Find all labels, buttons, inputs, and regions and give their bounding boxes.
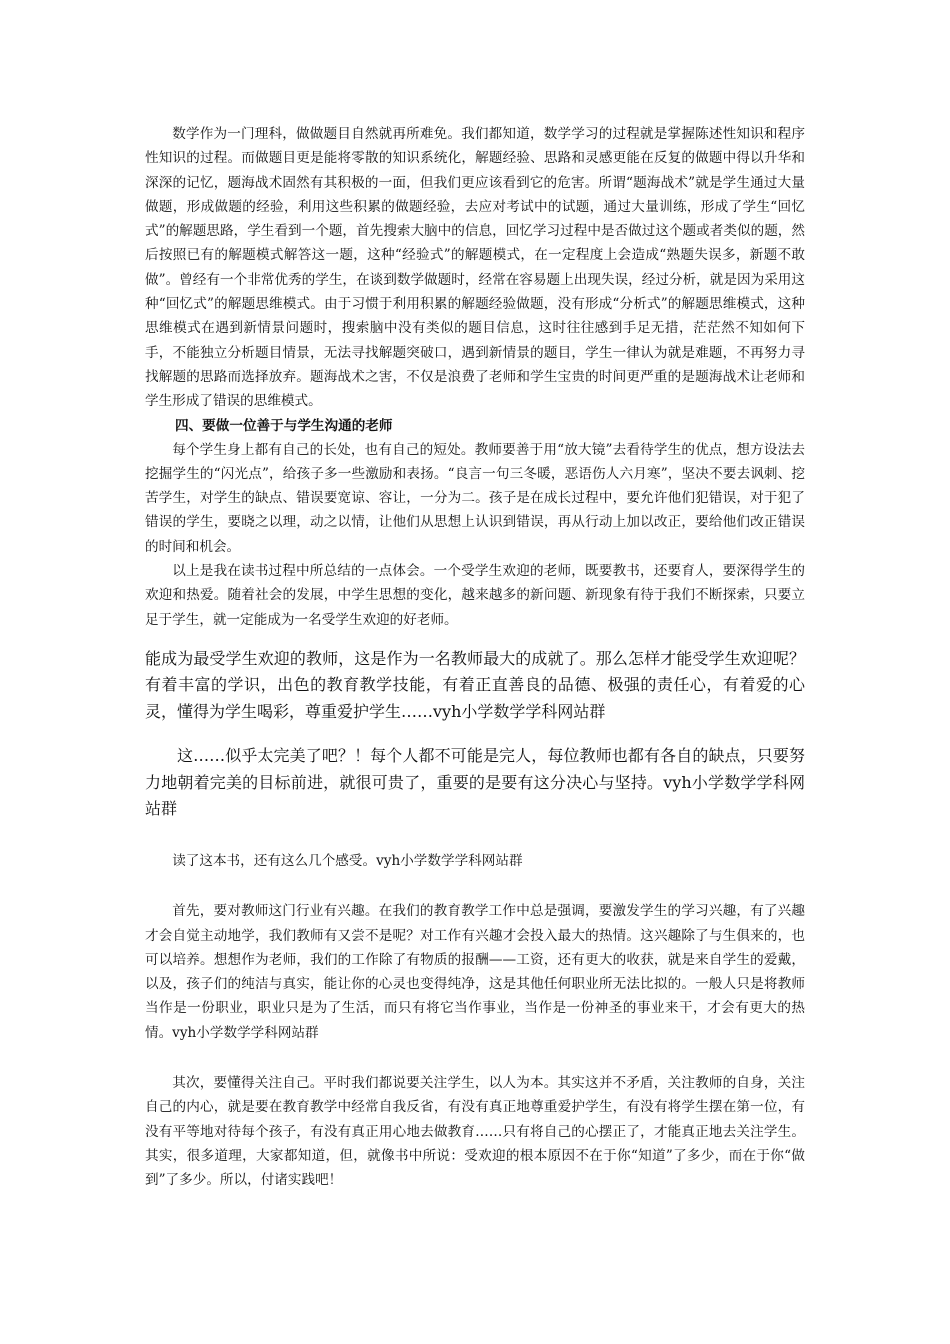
paragraph-exam-tactics: 数学作为一门理科，做做题目自然就再所难免。我们都知道，数学学习的过程就是掌握陈述性知识和程序性知识的过程。而做题目更是能将零散的知识系统化，解题经验、思路和灵感更能在反复的做题中得以升华和深深的记忆，题海战术固然有其积极的一面，但我们更应该看到它的危害。所谓“题海战术”就是学生通过大量做题，形成做题的经验，利用这些积累的做题经验，去应对考试中的试题，通过大量训练，形成了学生“回忆式”的解题思路，学生看到一个题，首先搜索大脑中的信息，回忆学习过程中是否做过这个题或者类似的题，然后按照已有的解题模式解答这一题，这种“经验式”的解题模式，在一定程度上会造成“熟题失误多，新题不敢做”。曾经有一个非常优秀的学生，在谈到数学做题时，经常在容易题上出现失误，经过分析，就是因为采用这种“回忆式”的解题思维模式。由于习惯于利用积累的解题经验做题，没有形成“分析式”的解题思维模式，这种思维模式在遇到新情景问题时，搜索脑中没有类似的题目信息，这时往往感到手足无措，茫茫然不知如何下手，不能独立分析题目情景，无法寻找解题突破口，遇到新情景的题目，学生一律认为就是难题，不再努力寻找解题的思路而选择放弃。题海战术之害，不仅是浪费了老师和学生宝贵的时间更严重的是题海战术让老师和学生形成了错误的思维模式。 [145, 126, 805, 410]
section-heading-4: 四、要做一位善于与学生沟通的老师 [175, 417, 393, 434]
paragraph-perfection: 这……似乎太完美了吧？！每个人都不可能是完人，每位教师也都有各自的缺点，只要努力地朝着完美的目标前进，就很可贵了，重要的是要有这分决心与坚持。vyh小学数学学科网站群 [145, 746, 805, 819]
document-page [145, 122, 805, 1193]
paragraph-summary: 以上是我在读书过程中所总结的一点体会。一个受学生欢迎的老师，既要教书，还要育人，要深得学生的欢迎和热爱。随着社会的发展，中学生思想的变化，越来越多的新问题、新现象有待于我们不断探索，只要立足于学生，就一定能成为一名受学生欢迎的好老师。 [145, 563, 805, 628]
paragraph-popular-teacher: 能成为最受学生欢迎的教师，这是作为一名教师最大的成就了。那么怎样才能受学生欢迎呢？有着丰富的学识，出色的教育教学技能，有着正直善良的品德、极强的责任心，有着爱的心灵，懂得为学生喝彩，尊重爱护学生……vyh小学数学学科网站群 [145, 648, 805, 721]
paragraph-first-interest: 首先，要对教师这门行业有兴趣。在我们的教育教学工作中总是强调，要激发学生的学习兴趣，有了兴趣才会自觉主动地学，我们教师有又尝不是呢？对工作有兴趣才会投入最大的热情。这兴趣除了与生俱来的，也可以培养。想想作为老师，我们的工作除了有物质的报酬——工资，还有更大的收获，就是来自学生的爱戴，以及，孩子们的纯洁与真实，能让你的心灵也变得纯净，这是其他任何职业所无法比拟的。一般人只是将教师当作是一份职业，职业只是为了生活，而只有将它当作事业，当作是一份神圣的事业来干，才会有更大的热情。vyh小学数学学科网站群 [145, 903, 805, 1041]
paragraph-feelings: 读了这本书，还有这么几个感受。vyh小学数学学科网站群 [172, 852, 523, 869]
paragraph-communication: 每个学生身上都有自己的长处，也有自己的短处。教师要善于用“放大镜”去看待学生的优点，想方设法去挖掘学生的“闪光点”，给孩子多一些激励和表扬。“良言一句三冬暖，恶语伤人六月寒”，坚决不要去讽刺、挖苦学生，对学生的缺点、错误要宽谅、容让，一分为二。孩子是在成长过程中，要允许他们犯错误，对于犯了错误的学生，要晓之以理，动之以情，让他们从思想上认识到错误，再从行动上加以改正，要给他们改正错误的时间和机会。 [145, 441, 805, 555]
paragraph-second-self: 其次，要懂得关注自己。平时我们都说要关注学生，以人为本。其实这并不矛盾，关注教师的自身，关注自己的内心，就是要在教育教学中经常自我反省，有没有真正地尊重爱护学生，有没有将学生摆在第一位，有没有平等地对待每个孩子，有没有真正用心地去做教育……只有将自己的心摆正了，才能真正地去关注学生。其实，很多道理，大家都知道，但，就像书中所说：受欢迎的根本原因不在于你“知道”了多少，而在于你“做到”了多少。所以，付诸实践吧！ [145, 1075, 805, 1189]
